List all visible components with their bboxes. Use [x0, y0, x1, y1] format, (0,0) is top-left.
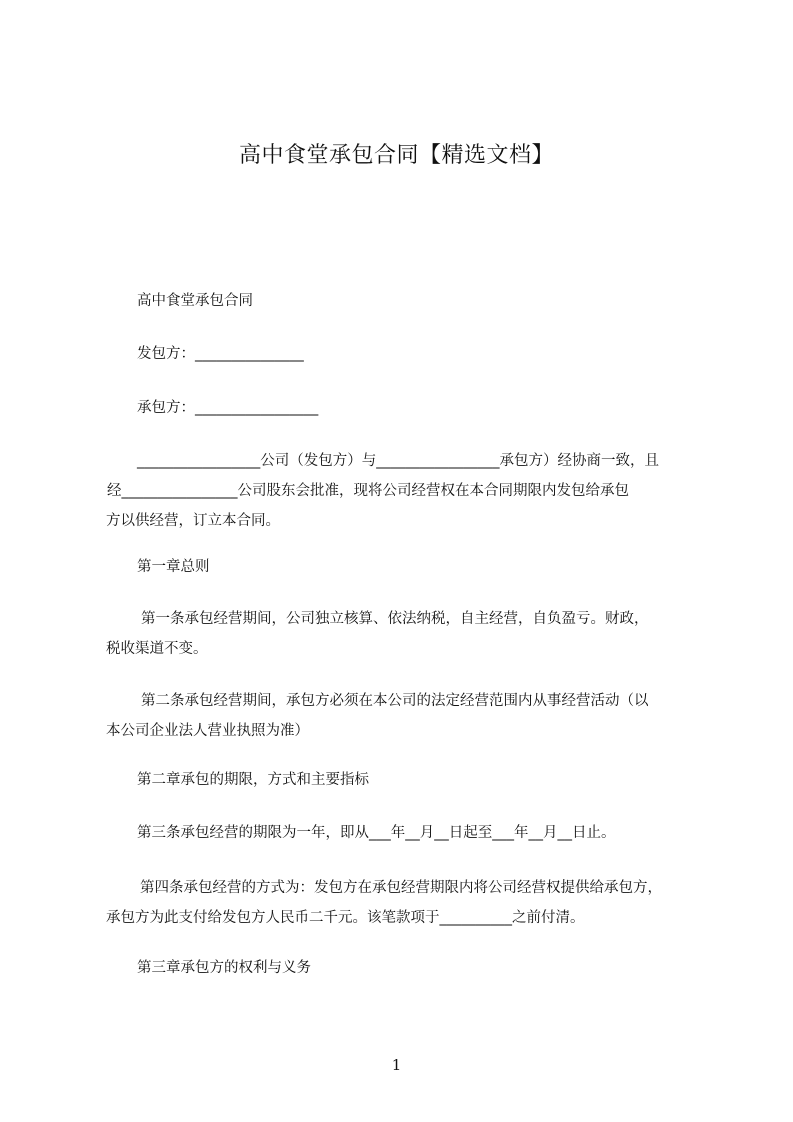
- chapter-2-heading: 第二章承包的期限，方式和主要指标: [137, 772, 369, 788]
- page-number: 1: [391, 1056, 402, 1074]
- intro-line-1: _________________公司（发包方）与_________________承包方）经协商一致，且: [137, 453, 659, 469]
- article-2-line-2: 本公司企业法人营业执照为准）: [106, 723, 309, 739]
- article-1-line-1: 第一条承包经营期间，公司独立核算、依法纳税，自主经营，自负盈亏。财政，: [141, 611, 649, 627]
- intro-paragraph: [106, 446, 706, 536]
- article-3-line: 第三条承包经营的期限为一年，即从___年__月__日起至___年__月__日止。: [137, 825, 616, 841]
- party-a-line: 发包方：_______________: [137, 346, 304, 362]
- intro-line-2: 经________________公司股东会批准，现将公司经营权在本合同期限内发包给承包: [107, 483, 629, 499]
- contract-subtitle: 高中食堂承包合同: [137, 293, 253, 309]
- article-4-line-1: 第四条承包经营的方式为：发包方在承包经营期限内将公司经营权提供给承包方，: [140, 880, 662, 896]
- article-1-paragraph: [106, 604, 706, 664]
- article-2-paragraph: [106, 686, 706, 746]
- article-2-line-1: 第二条承包经营期间，承包方必须在本公司的法定经营范围内从事经营活动（以: [141, 693, 649, 709]
- article-4-paragraph: [106, 873, 706, 933]
- article-1-line-2: 税收渠道不变。: [106, 641, 208, 657]
- document-title: 高中食堂承包合同【精选文档】: [238, 143, 554, 168]
- chapter-1-heading: 第一章总则: [137, 559, 210, 575]
- intro-line-3: 方以供经营，订立本合同。: [106, 513, 280, 529]
- party-b-line: 承包方：_________________: [137, 400, 319, 416]
- article-4-line-2: 承包方为此支付给发包方人民币二千元。该笔款项于__________之前付清。: [106, 910, 585, 926]
- chapter-3-heading: 第三章承包方的权利与义务: [137, 960, 311, 976]
